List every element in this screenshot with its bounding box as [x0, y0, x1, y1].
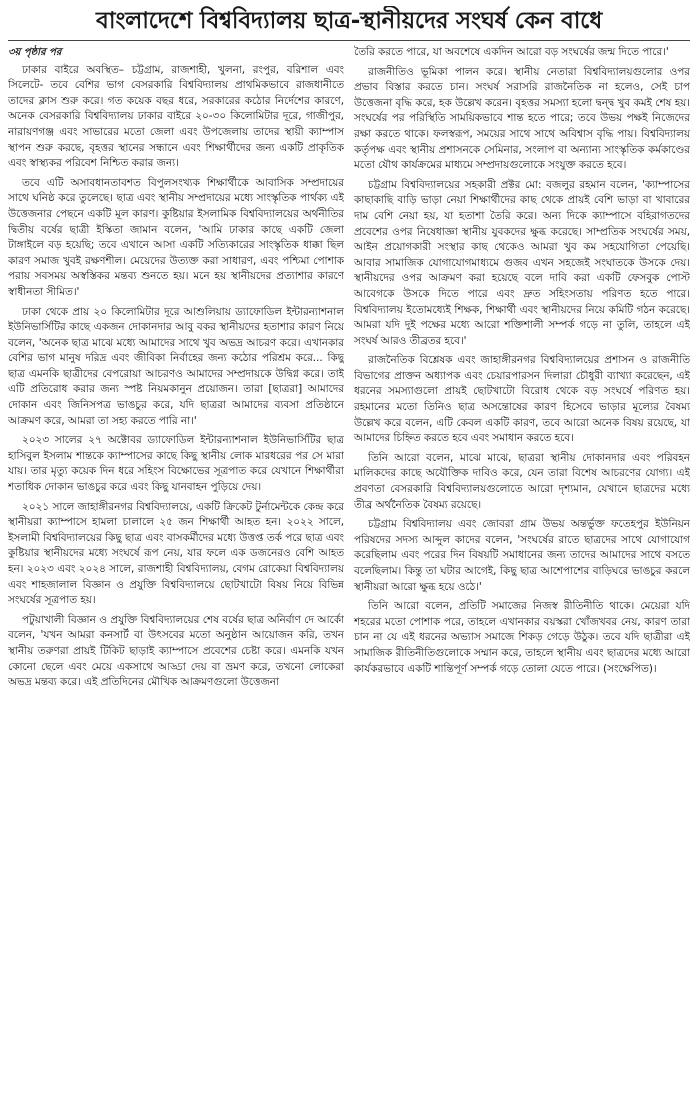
paragraph: চট্টগ্রাম বিশ্ববিদ্যালয়ের সহকারী প্রক্টর মো: বজলুর রহমান বলেন, 'ক্যাম্পাসের কাছাকাছি বাড়ি ভাড়া নেয়া শিক্ষার্থীদের কাছ থেকে প্রায়ই বেশি ভাড়া বা খাবারের দাম বেশি নেয়া হয়, যা হতাশা তৈরি করে। অন্য দিকে ক্যাম্পাসে বহিরাগতদের প্রবেশের ওপর নিষেধাজ্ঞা স্থানীয় যুবকদের ক্ষুব্ধ করেছে। সাম্প্রতিক সংঘর্ষের সময়, আইন প্রয়োগকারী সংস্থার কাছ থেকেও আমরা খুব কম সহযোগিতা পেয়েছি। আবার সামাজিক যোগাযোগমাধ্যমে গুজব এখন সহজেই সংঘাতকে উসকে দেয়। স্থানীয়দের ওপর আক্রমণ করা হয়েছে বলে দাবি করা একটি ফেসবুক পোস্ট আবেগকে উসকে দিতে পারে এবং দ্রুত সহিংসতায় পরিণত হতে পারে। বিশ্ববিদ্যালয় ইতোমধ্যেই শিক্ষক, শিক্ষার্থী এবং স্থানীয়দের নিয়ে কমিটি গঠন করেছে। আমরা যদি দুই পক্ষের মধ্যে আরো শক্তিশালী সম্পর্ক গড়ে না তুলি, তাহলে এই সংঘর্ষ আরও তীব্রতর হবে।' — [354, 178, 690, 347]
continued-from-label: ৩য় পৃষ্ঠার পর — [8, 47, 62, 58]
paragraph: ঢাকার বাইরে অবস্থিত– চট্টগ্রাম, রাজশাহী, খুলনা, রংপুর, বরিশাল এবং সিলেটে- তবে বেশির ভাগ বেসরকারি বিশ্ববিদ্যালয় প্রাথমিকভাবে রাজধানীতে তাদের ক্লাস শুরু করে। গত কয়েক বছর ধরে, সরকারের কঠোর নির্দেশের কারণে, অনেক বেসরকারি বিশ্ববিদ্যালয় ঢাকার বাইরে ২০-৩০ কিলোমিটার দূরে, গাজীপুর, নারায়ণগঞ্জ এবং সাভারের মতো জেলা এবং উপজেলায় তাদের স্থায়ী ক্যাম্পাস স্থাপন শুরু করছে, বৃহত্তর স্থানের সন্ধানে এবং শিক্ষার্থীদের জন্য একটি প্রাকৃতিক এবং স্বাস্থ্যকর পরিবেশ নিশ্চিত করার জন্য। — [8, 63, 344, 170]
paragraph: ২০২৩ সালের ২৭ অক্টোবর ড্যাফোডিল ইন্টারন্যাশনাল ইউনিভার্সিটির ছাত্র হাসিবুল ইসলাম শান্তকে ক্যাম্পাসের কাছে কিছু স্থানীয় লোক মারধরের পর সে মারা যায়। তার মৃত্যু কয়েক দিন ধরে সহিংস বিক্ষোভের সূত্রপাত করে যেখানে শিক্ষার্থীরা শতাধিক দোকান ভাঙচুর করে এবং কিছু যানবাহন পুড়িয়ে দেয়। — [8, 434, 344, 494]
paragraph: ২০২১ সালে জাহাঙ্গীরনগর বিশ্ববিদ্যালয়ে, একটি ক্রিকেট টুর্নামেন্টকে কেন্দ্র করে স্থানীয়রা ক্যাম্পাসে হামলা চালালে ২৫ জন শিক্ষার্থী আহত হন। ২০২২ সালে, ইসলামী বিশ্ববিদ্যালয়ের কিছু ছাত্র এবং বাসকর্মীদের মধ্যে উত্তপ্ত তর্ক পরে ছাত্র এবং কুষ্টিয়ার স্থানীয়দের মধ্যে সংঘর্ষে রূপ নেয়, যার ফলে এক ডজনেরও বেশি আহত হন। ২০২৩ এবং ২০২৪ সালে, রাজশাহী বিশ্ববিদ্যালয়, বেগম রোকেয়া বিশ্ববিদ্যালয় এবং শাহজালাল বিজ্ঞান ও প্রযুক্তি বিশ্ববিদ্যালয়ে ছোটখাটো বিষয় নিয়ে বিভিন্ন সংঘর্ষের সূত্রপাত হয়। — [8, 500, 344, 607]
paragraph: রাজনীতিও ভূমিকা পালন করে। স্থানীয় নেতারা বিশ্ববিদ্যালয়গুলোর ওপর প্রভাব বিস্তার করতে চান। সংঘর্ষ সরাসরি রাজনৈতিক না হলেও, সেই চাপ উত্তেজনা বৃদ্ধি করে, হক উল্লেখ করেন। বৃহত্তর সমস্যা হলো দ্বন্দ্ব খুব কমই শেষ হয়। সংঘর্ষের পর পরিস্থিতি সাময়িকভাবে শান্ত হতে পারে; তবে উভয় পক্ষই নিজেদের রক্ষা করতে থাকে। ফলস্বরূপ, সময়ের সাথে সাথে অবিশ্বাস বৃদ্ধি পায়। বিশ্ববিদ্যালয় কর্তৃপক্ষ এবং স্থানীয় প্রশাসনকে সেমিনার, সংলাপ বা অন্যান্য সাংস্কৃতিক কর্মকাণ্ডের মতো যৌথ কার্যক্রমের মাধ্যমে সম্প্রদায়গুলোকে সংযুক্ত করতে হবে। — [354, 65, 690, 172]
paragraph: পটুয়াখালী বিজ্ঞান ও প্রযুক্তি বিশ্ববিদ্যালয়ের শেষ বর্ষের ছাত্র অনির্বাণ দে আর্কো বলেন, 'যখন আমরা কনসার্ট বা উৎসবের মতো অনুষ্ঠান আয়োজন করি, তখন স্থানীয় তরুণরা প্রায়ই টিকিট ছাড়াই ক্যাম্পাসে প্রবেশের চেষ্টা করে। এমনকি যখন কোনো ছেলে এবং মেয়ে একসাথে আড্ডা দেয় বা ভ্রমণ করে, তখনো লোকেরা অভদ্র মন্তব্য করে। এই প্রতিদিনের মৌখিক আক্রমণগুলো উত্তেজনা — [8, 613, 344, 689]
paragraph: তিনি আরো বলেন, প্রতিটি সমাজের নিজস্ব রীতিনীতি থাকে। মেয়েরা যদি শহরের মতো পোশাক পরে, তাহলে এখানকার বয়স্করা খোঁজখবর নেয়, কারণ তারা চান না যে এই ধরনের অভ্যাস সমাজে শিকড় গেড়ে উঠুক। তবে যদি ছাত্রীরা এই সামাজিক রীতিনীতিগুলোকে সম্মান করে, তাহলে স্থানীয় এবং ছাত্রদের মধ্যে আরো কার্যকরভাবে একটি শান্তিপূর্ণ সম্পর্ক গড়ে তোলা যেতে পারে। (সংক্ষেপিত)। — [354, 600, 690, 675]
paragraph: তৈরি করতে পারে, যা অবশেষে একদিন আরো বড় সংঘর্ষের জন্ম দিতে পারে।' — [354, 46, 669, 58]
paragraph: তবে এটি অসাবধানতাবশত বিপুলসংখ্যক শিক্ষার্থীকে আবাসিক সম্প্রদায়ের সাথে ঘনিষ্ঠ করে তুলেছে। ছাত্র এবং স্থানীয় সম্প্রদায়ের মধ্যে সাংস্কৃতিক পার্থক্য এই উত্তেজনার পেছনে একটি মূল কারণ। কুষ্টিয়ার ইসলামিক বিশ্ববিদ্যালয়ের অর্থনীতির দ্বিতীয় বর্ষের ছাত্রী ইস্কিতা জামান বলেন, 'আমি ঢাকার কাছে একটি জেলা টাঙ্গাইলে বড় হয়েছি; তবে এখানে আসা একটি সত্যিকারের সাংস্কৃতিক ধাক্কা ছিল কারণ সমাজ খুবই রক্ষণশীল। মেয়েদের উত্যক্ত করা সাধারণ, এবং পশ্চিমা পোশাক পরায় সবসময় অস্বস্তিকর মন্তব্য শুনতে হয়। মনে হয় স্থানীয়দের প্রত্যাশার কারণে স্বাধীনতা সীমিত।' — [8, 176, 344, 298]
right-column — [354, 45, 690, 1113]
paragraph: তিনি আরো বলেন, মাঝে মাঝে, ছাত্ররা স্থানীয় দোকানদার এবং পরিবহন মালিকদের কাছে অযৌক্তিক দাবিও করে, যেন তারা বিশেষ আচরণের যোগ্য। এই প্রবণতা বেসরকারি বিশ্ববিদ্যালয়গুলোতে আরো দৃশ্যমান, যেখানে ছাত্রদের মধ্যে তীব্র অর্থনৈতিক বৈষম্য রয়েছে। — [354, 451, 690, 511]
paragraph: ঢাকা থেকে প্রায় ২০ কিলোমিটার দূরে আশুলিয়ায় ড্যাফোডিল ইন্টারন্যাশনাল ইউনিভার্সিটির কাছে একজন দোকানদার আবু বকর স্থানীয়দের হতাশার কারণ নিয়ে বলেন, 'অনেক ছাত্র মাঝে মধ্যে আমাদের সাথে খুব অভদ্র আচরণ করে। এখানকার বেশির ভাগ মানুষ দরিদ্র এবং জীবিকা নির্বাহের জন্য কঠোর পরিশ্রম করে... কিছু ছাত্র এমনকি ছাত্রীদের বেপরোয়া আচরণও আমাদের সম্প্রদায়কে উদ্বিগ্ন করে। তাই এটি প্রতিরোধ করার জন্য স্পষ্ট নিয়মকানুন প্রয়োজন। তারা [ছাত্ররা] আমাদের দোকান এবং জিনিসপত্র ভাঙচুর করে, যদি ছাত্ররা আমাদের ব্যবসা প্রতিষ্ঠানে আক্রমণ করে, আমরা তা সহ্য করতে পারি না।' — [8, 305, 344, 427]
paragraph: রাজনৈতিক বিশ্লেষক এবং জাহাঙ্গীরনগর বিশ্ববিদ্যালয়ের প্রশাসন ও রাজনীতি বিভাগের প্রাক্তন অধ্যাপক এবং চেয়ারপারসন দিলারা চৌধুরী ব্যাখ্যা করেছেন, এই ধরনের সমস্যাগুলো প্রায়ই ছোটখাটো বিরোধ থেকে বড় সংঘর্ষে পরিণত হয়। রহমানের মতো তিনিও ছাত্র অসন্তোষের কারণ হিসেবে ভাড়ার মূল্যের বৈষম্য উল্লেখ করে বলেন, এটি কেবল একটি কারণ, তবে আরো অনেক বিষয় রয়েছে, যা আমাদের চিহ্নিত করতে হবে এবং সমাধান করতে হবে। — [354, 354, 690, 445]
left-column — [8, 45, 344, 1113]
paragraph: চট্টগ্রাম বিশ্ববিদ্যালয় এবং জোবরা গ্রাম উভয় অন্তর্ভুক্ত ফতেহপুর ইউনিয়ন পরিষদের সদস্য আব্দুল কাদের বলেন, 'সংঘর্ষের রাতে ছাত্রদের সাথে যোগাযোগ করেছিলাম এবং পরের দিন বিষয়টি সমাধানের জন্য তাদের আমাদের সাথে বসতে বলেছিলাম। কিন্তু তা ঘটার আগেই, কিছু ছাত্র আশেপাশের বাড়িঘরে ভাঙচুর করলে স্থানীয়রা আরো ক্ষুব্ধ হয়ে ওঠে।' — [354, 518, 690, 593]
article-body — [8, 45, 690, 1113]
article-headline: বাংলাদেশে বিশ্ববিদ্যালয় ছাত্র-স্থানীয়দের সংঘর্ষ কেন বাধে — [8, 6, 690, 41]
